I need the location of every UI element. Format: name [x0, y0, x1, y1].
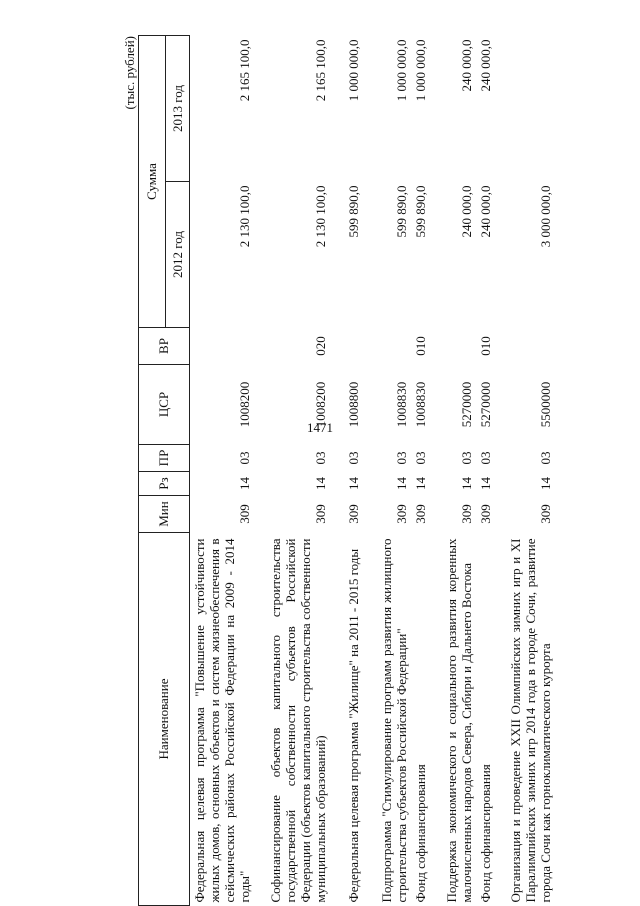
row-name: Фонд софинансирования	[413, 764, 428, 903]
row-pr: 03	[538, 451, 553, 465]
header-year-2012: 2012 год	[166, 182, 190, 328]
table-row	[411, 36, 430, 906]
row-min: 309	[346, 504, 361, 524]
unit-note: (тыс. рублей)	[122, 36, 137, 110]
row-name: Федеральная целевая программа "Повышение устойчивости жилых домов, основных объектов и систем жизнеобеспечения в сейсмических районах Российской Федерации на 2009 - 2014 годы"	[192, 538, 252, 903]
row-name: Организация и проведение XXII Олимпийских зимних игр и XI Паралимпийских зимних игр 2014 года в городе Сочи, развитие города Сочи как горноклиматического курорта	[508, 538, 553, 903]
row-2013: 1 000 000,0	[346, 39, 361, 102]
budget-table	[138, 35, 555, 906]
header-year-2013: 2013 год	[166, 36, 190, 182]
table-row	[430, 36, 476, 906]
row-csr: 1008200	[237, 381, 252, 428]
row-csr: 1008830	[394, 381, 409, 428]
row-min: 309	[459, 504, 474, 524]
row-2013: 2 165 100,0	[313, 39, 328, 102]
row-2012: 240 000,0	[459, 185, 474, 238]
table-row	[330, 36, 363, 906]
table-row	[190, 36, 255, 906]
row-vr	[363, 328, 411, 365]
row-vr	[330, 328, 363, 365]
row-name: Фонд софинансирования	[478, 764, 493, 903]
row-pr: 03	[313, 451, 328, 465]
row-min: 309	[394, 504, 409, 524]
row-2012: 2 130 100,0	[237, 185, 252, 248]
row-min: 309	[237, 504, 252, 524]
row-csr: 5270000	[478, 381, 493, 428]
row-vr: 010	[478, 336, 493, 356]
row-min: 309	[313, 504, 328, 524]
row-vr	[430, 328, 476, 365]
row-vr	[495, 328, 555, 365]
row-2013: 240 000,0	[478, 39, 493, 92]
row-rz: 14	[313, 477, 328, 490]
row-rz: 14	[459, 477, 474, 490]
row-csr: 5270000	[459, 381, 474, 428]
header-rz: Рз	[139, 472, 190, 496]
row-2013: 1 000 000,0	[394, 39, 409, 102]
row-min: 309	[538, 504, 553, 524]
header-sum: Сумма	[139, 36, 166, 328]
row-2013: 1 000 000,0	[413, 39, 428, 102]
table-row	[254, 36, 330, 906]
row-csr: 5500000	[538, 381, 553, 428]
row-vr	[190, 328, 255, 365]
row-csr: 1008830	[413, 381, 428, 428]
header-min: Мин	[139, 496, 190, 533]
row-pr: 03	[346, 451, 361, 465]
row-2013: 2 165 100,0	[237, 39, 252, 102]
row-csr: 1008800	[346, 381, 361, 428]
row-pr: 03	[478, 451, 493, 465]
row-rz: 14	[478, 477, 493, 490]
row-rz: 14	[394, 477, 409, 490]
header-name: Наименование	[139, 533, 190, 906]
row-2012: 599 890,0	[413, 185, 428, 238]
row-2012: 599 890,0	[394, 185, 409, 238]
table-row	[495, 36, 555, 906]
row-pr: 03	[413, 451, 428, 465]
row-pr: 03	[459, 451, 474, 465]
header-pr: ПР	[139, 445, 190, 472]
row-2012: 2 130 100,0	[313, 185, 328, 248]
header-csr: ЦСР	[139, 365, 190, 445]
row-pr: 03	[237, 451, 252, 465]
row-min: 309	[413, 504, 428, 524]
table-row	[363, 36, 411, 906]
header-vr: ВР	[139, 328, 190, 365]
row-rz: 14	[346, 477, 361, 490]
row-2012: 240 000,0	[478, 185, 493, 238]
row-name: Поддержка экономического и социального развития коренных малочисленных народов Севера, Сибири и Дальнего Востока	[444, 538, 474, 903]
row-vr: 020	[313, 336, 328, 356]
row-name: Федеральная целевая программа "Жилище" на 2011 - 2015 годы	[346, 548, 361, 903]
row-2013: 240 000,0	[459, 39, 474, 92]
row-rz: 14	[237, 477, 252, 490]
rotated-table-area	[122, 36, 553, 906]
row-min: 309	[478, 504, 493, 524]
row-2013	[495, 36, 555, 182]
row-csr: 1008200	[313, 381, 328, 428]
row-name: Подпрограмма "Стимулирование программ развития жилищного строительства субъектов Российской Федерации"	[379, 538, 409, 903]
row-rz: 14	[538, 477, 553, 490]
page-number: 1471	[307, 420, 333, 435]
row-name: Софинансирование объектов капитального строительства государственной собственности субъектов Российской Федерации (объектов капитального строительства собственности муниципальных образований)	[268, 538, 328, 903]
row-2012: 3 000 000,0	[538, 185, 553, 248]
row-2012: 599 890,0	[346, 185, 361, 238]
row-rz: 14	[413, 477, 428, 490]
row-pr: 03	[394, 451, 409, 465]
table-row	[476, 36, 495, 906]
row-vr: 010	[413, 336, 428, 356]
